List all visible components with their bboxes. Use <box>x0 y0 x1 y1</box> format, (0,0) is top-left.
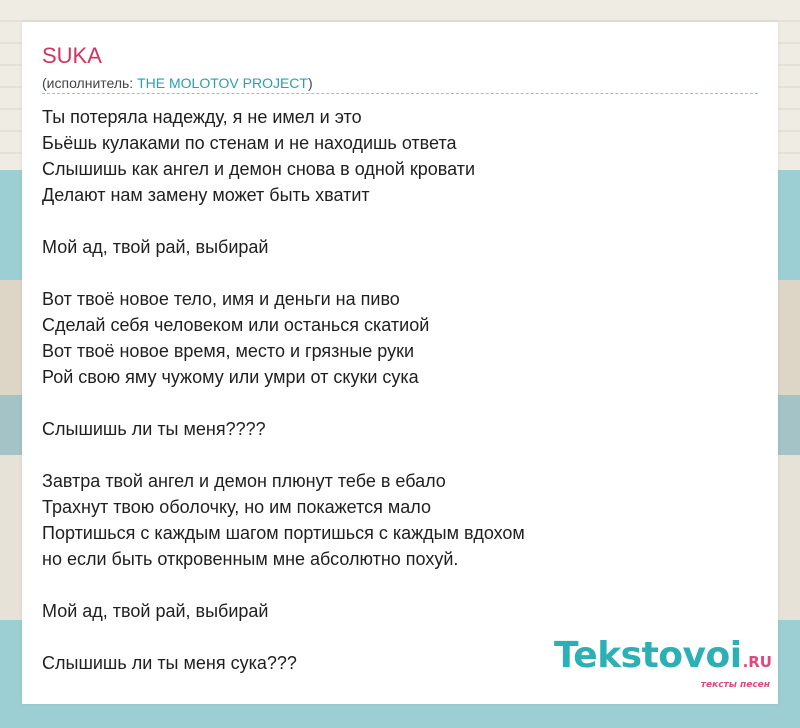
lyric-line: Бьёшь кулаками по стенам и не находишь ответа <box>42 133 457 153</box>
lyric-line: Слышишь ли ты меня???? <box>42 419 266 439</box>
title-divider <box>42 93 758 94</box>
performer-line <box>42 74 313 92</box>
performer-link[interactable]: THE MOLOTOV PROJECT <box>137 75 308 91</box>
lyric-blank-line <box>42 260 758 286</box>
lyric-line: Мой ад, твой рай, выбирай <box>42 237 269 257</box>
lyric-line: Сделай себя человеком или останься скатиой <box>42 315 430 335</box>
lyrics-card <box>22 22 778 704</box>
lyric-line: Мой ад, твой рай, выбирай <box>42 601 269 621</box>
lyric-line: Портишься с каждым шагом портишься с каждым вдохом <box>42 523 525 543</box>
lyric-blank-line <box>42 442 758 468</box>
lyric-line: Завтра твой ангел и демон плюнут тебе в ебало <box>42 471 446 491</box>
lyric-line: Рой свою яму чужому или умри от скуки сука <box>42 367 419 387</box>
lyric-blank-line <box>42 208 758 234</box>
song-title: SUKA <box>42 43 102 68</box>
lyric-line: Трахнут твою оболочку, но им покажется мало <box>42 497 431 517</box>
logo-wordmark <box>554 635 772 680</box>
lyric-line: Слышишь как ангел и демон снова в одной кровати <box>42 159 476 179</box>
lyric-blank-line <box>42 390 758 416</box>
lyric-line: Делают нам замену может быть хватит <box>42 185 370 205</box>
lyric-line: Слышишь ли ты меня сука??? <box>42 653 297 673</box>
performer-prefix: (исполнитель: <box>42 75 138 91</box>
lyric-line: Ты потеряла надежду, я не имел и это <box>42 107 362 127</box>
lyric-line: но если быть откровенным мне абсолютно похуй. <box>42 549 459 569</box>
site-logo[interactable] <box>554 635 772 690</box>
lyrics-text <box>42 104 758 676</box>
logo-tld: .RU <box>742 653 772 671</box>
logo-name: Tekstovoi <box>554 635 742 676</box>
lyric-blank-line <box>42 572 758 598</box>
lyric-line: Вот твоё новое тело, имя и деньги на пиво <box>42 289 400 309</box>
logo-tagline: тексты песен <box>700 680 770 690</box>
lyric-line: Вот твоё новое время, место и грязные руки <box>42 341 415 361</box>
performer-suffix: ) <box>307 75 313 91</box>
